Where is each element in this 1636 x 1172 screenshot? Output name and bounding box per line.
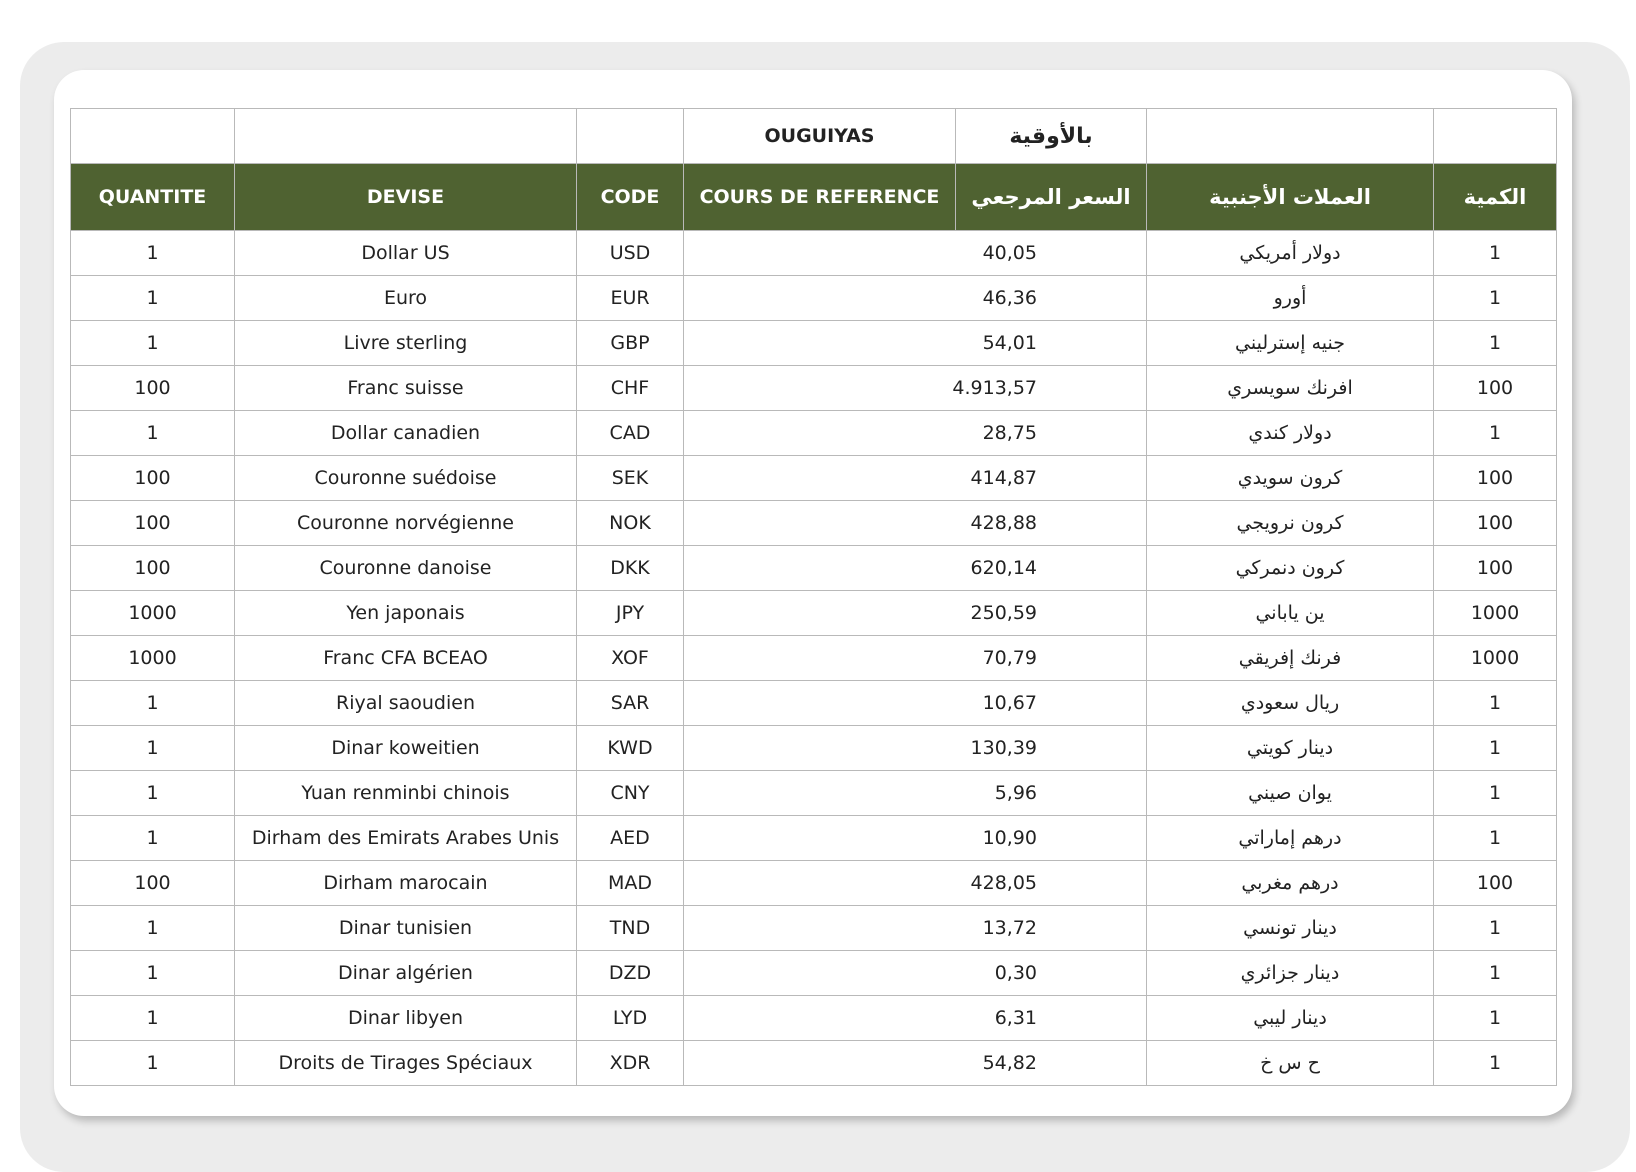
rate-cell: [684, 231, 1147, 276]
quantite-ar-cell: 1: [1434, 771, 1557, 816]
quantite-cell: 1: [71, 996, 235, 1041]
rate-value: 428,05: [970, 872, 1037, 894]
quantite-cell: 1: [71, 276, 235, 321]
quantite-ar-cell: 100: [1434, 501, 1557, 546]
table-row: [71, 1041, 1557, 1086]
rate-cell: [684, 546, 1147, 591]
quantite-ar-cell: 1: [1434, 411, 1557, 456]
quantite-ar-cell: 1000: [1434, 636, 1557, 681]
column-header-cours: COURS DE REFERENCE: [684, 164, 956, 231]
rate-cell: [684, 456, 1147, 501]
devise-ar-cell: درهم مغربي: [1147, 861, 1434, 906]
rate-cell: [684, 906, 1147, 951]
quantite-cell: 100: [71, 366, 235, 411]
devise-cell: Franc suisse: [235, 366, 577, 411]
devise-ar-cell: دينار كويتي: [1147, 726, 1434, 771]
code-cell: TND: [577, 906, 684, 951]
rate-cell: [684, 636, 1147, 681]
rate-value: 620,14: [970, 557, 1037, 579]
code-cell: SEK: [577, 456, 684, 501]
rate-value: 54,01: [982, 332, 1037, 354]
quantite-ar-cell: 1: [1434, 726, 1557, 771]
devise-cell: Couronne danoise: [235, 546, 577, 591]
code-cell: GBP: [577, 321, 684, 366]
table-row: [71, 771, 1557, 816]
empty-header-cell: [1434, 109, 1557, 164]
code-cell: XDR: [577, 1041, 684, 1086]
rate-value: 70,79: [982, 647, 1037, 669]
rate-cell: [684, 366, 1147, 411]
table-row: [71, 501, 1557, 546]
code-cell: KWD: [577, 726, 684, 771]
table-row: [71, 276, 1557, 321]
column-header-row: [71, 164, 1557, 231]
quantite-ar-cell: 1: [1434, 231, 1557, 276]
devise-ar-cell: ح س خ: [1147, 1041, 1434, 1086]
table-row: [71, 861, 1557, 906]
devise-ar-cell: ين ياباني: [1147, 591, 1434, 636]
quantite-ar-cell: 100: [1434, 456, 1557, 501]
table-row: [71, 546, 1557, 591]
table-row: [71, 456, 1557, 501]
quantite-cell: 1: [71, 906, 235, 951]
table-row: [71, 366, 1557, 411]
quantite-cell: 1: [71, 951, 235, 996]
empty-header-cell: [235, 109, 577, 164]
rate-cell: [684, 996, 1147, 1041]
devise-cell: Dirham marocain: [235, 861, 577, 906]
quantite-ar-cell: 100: [1434, 861, 1557, 906]
rate-cell: [684, 951, 1147, 996]
devise-cell: Dinar algérien: [235, 951, 577, 996]
code-cell: DZD: [577, 951, 684, 996]
empty-header-cell: [1147, 109, 1434, 164]
table-row: [71, 726, 1557, 771]
devise-cell: Dinar koweitien: [235, 726, 577, 771]
empty-header-cell: [577, 109, 684, 164]
column-header-code: CODE: [577, 164, 684, 231]
empty-header-cell: [71, 109, 235, 164]
devise-cell: Euro: [235, 276, 577, 321]
code-cell: XOF: [577, 636, 684, 681]
rate-value: 5,96: [994, 782, 1037, 804]
code-cell: EUR: [577, 276, 684, 321]
quantite-ar-cell: 1: [1434, 681, 1557, 726]
code-cell: AED: [577, 816, 684, 861]
devise-cell: Livre sterling: [235, 321, 577, 366]
devise-cell: Droits de Tirages Spéciaux: [235, 1041, 577, 1086]
table-body: [71, 231, 1557, 1086]
rate-value: 4.913,57: [952, 377, 1037, 399]
devise-cell: Franc CFA BCEAO: [235, 636, 577, 681]
code-cell: DKK: [577, 546, 684, 591]
rate-value: 130,39: [970, 737, 1037, 759]
devise-ar-cell: كرون دنمركي: [1147, 546, 1434, 591]
table-row: [71, 231, 1557, 276]
devise-ar-cell: فرنك إفريقي: [1147, 636, 1434, 681]
quantite-cell: 1: [71, 321, 235, 366]
column-header-quantite-ar: الكمية: [1434, 164, 1557, 231]
table-row: [71, 681, 1557, 726]
quantite-cell: 1: [71, 681, 235, 726]
rate-cell: [684, 411, 1147, 456]
code-cell: JPY: [577, 591, 684, 636]
devise-ar-cell: أورو: [1147, 276, 1434, 321]
quantite-ar-cell: 100: [1434, 546, 1557, 591]
table-row: [71, 321, 1557, 366]
code-cell: MAD: [577, 861, 684, 906]
devise-ar-cell: دولار كندي: [1147, 411, 1434, 456]
devise-cell: Couronne norvégienne: [235, 501, 577, 546]
rate-value: 250,59: [970, 602, 1037, 624]
code-cell: SAR: [577, 681, 684, 726]
currency-unit-header-row: [71, 109, 1557, 164]
devise-cell: Dinar tunisien: [235, 906, 577, 951]
quantite-cell: 1000: [71, 636, 235, 681]
column-header-quantite: QUANTITE: [71, 164, 235, 231]
code-cell: LYD: [577, 996, 684, 1041]
quantite-cell: 1: [71, 231, 235, 276]
quantite-ar-cell: 1: [1434, 951, 1557, 996]
devise-ar-cell: كرون نرويجي: [1147, 501, 1434, 546]
code-cell: NOK: [577, 501, 684, 546]
devise-ar-cell: درهم إماراتي: [1147, 816, 1434, 861]
devise-ar-cell: دينار تونسي: [1147, 906, 1434, 951]
table-row: [71, 411, 1557, 456]
devise-ar-cell: ريال سعودي: [1147, 681, 1434, 726]
quantite-cell: 100: [71, 501, 235, 546]
rate-cell: [684, 501, 1147, 546]
column-header-devise: DEVISE: [235, 164, 577, 231]
quantite-cell: 1: [71, 411, 235, 456]
quantite-cell: 1: [71, 726, 235, 771]
code-cell: CNY: [577, 771, 684, 816]
quantite-cell: 1: [71, 1041, 235, 1086]
rate-value: 40,05: [982, 242, 1037, 264]
quantite-cell: 100: [71, 456, 235, 501]
quantite-cell: 1: [71, 816, 235, 861]
quantite-ar-cell: 1: [1434, 906, 1557, 951]
ouguiyas-label: OUGUIYAS: [684, 109, 956, 164]
rate-cell: [684, 861, 1147, 906]
code-cell: CAD: [577, 411, 684, 456]
quantite-ar-cell: 1: [1434, 816, 1557, 861]
column-header-cours-ar: السعر المرجعي: [956, 164, 1147, 231]
column-header-devise-ar: العملات الأجنبية: [1147, 164, 1434, 231]
rate-value: 46,36: [982, 287, 1037, 309]
code-cell: USD: [577, 231, 684, 276]
devise-ar-cell: دولار أمريكي: [1147, 231, 1434, 276]
table-row: [71, 951, 1557, 996]
devise-cell: Dollar canadien: [235, 411, 577, 456]
devise-cell: Dirham des Emirats Arabes Unis: [235, 816, 577, 861]
devise-cell: Riyal saoudien: [235, 681, 577, 726]
quantite-cell: 100: [71, 546, 235, 591]
quantite-cell: 1: [71, 771, 235, 816]
table-row: [71, 906, 1557, 951]
code-cell: CHF: [577, 366, 684, 411]
rate-value: 13,72: [982, 917, 1037, 939]
rate-value: 28,75: [982, 422, 1037, 444]
devise-cell: Couronne suédoise: [235, 456, 577, 501]
rate-cell: [684, 591, 1147, 636]
devise-cell: Dollar US: [235, 231, 577, 276]
rate-cell: [684, 726, 1147, 771]
rate-cell: [684, 321, 1147, 366]
devise-cell: Yen japonais: [235, 591, 577, 636]
rate-cell: [684, 1041, 1147, 1086]
devise-cell: Dinar libyen: [235, 996, 577, 1041]
rate-value: 428,88: [970, 512, 1037, 534]
devise-ar-cell: جنيه إسترليني: [1147, 321, 1434, 366]
rate-value: 0,30: [994, 962, 1037, 984]
quantite-ar-cell: 1000: [1434, 591, 1557, 636]
rate-value: 10,90: [982, 827, 1037, 849]
rate-cell: [684, 816, 1147, 861]
quantite-ar-cell: 1: [1434, 276, 1557, 321]
devise-cell: Yuan renminbi chinois: [235, 771, 577, 816]
ouguiyas-label-ar: بالأوقية: [956, 109, 1147, 164]
devise-ar-cell: دينار جزائري: [1147, 951, 1434, 996]
quantite-ar-cell: 1: [1434, 1041, 1557, 1086]
table-row: [71, 636, 1557, 681]
rate-cell: [684, 276, 1147, 321]
rate-value: 414,87: [970, 467, 1037, 489]
rate-value: 6,31: [994, 1007, 1037, 1029]
table-row: [71, 996, 1557, 1041]
table-row: [71, 816, 1557, 861]
devise-ar-cell: يوان صيني: [1147, 771, 1434, 816]
devise-ar-cell: دينار ليبي: [1147, 996, 1434, 1041]
rate-value: 10,67: [982, 692, 1037, 714]
quantite-cell: 1000: [71, 591, 235, 636]
quantite-ar-cell: 1: [1434, 996, 1557, 1041]
exchange-rate-table: [70, 108, 1557, 1086]
quantite-cell: 100: [71, 861, 235, 906]
devise-ar-cell: افرنك سويسري: [1147, 366, 1434, 411]
quantite-ar-cell: 100: [1434, 366, 1557, 411]
table-row: [71, 591, 1557, 636]
rate-cell: [684, 681, 1147, 726]
rate-value: 54,82: [982, 1052, 1037, 1074]
rate-cell: [684, 771, 1147, 816]
devise-ar-cell: كرون سويدي: [1147, 456, 1434, 501]
quantite-ar-cell: 1: [1434, 321, 1557, 366]
